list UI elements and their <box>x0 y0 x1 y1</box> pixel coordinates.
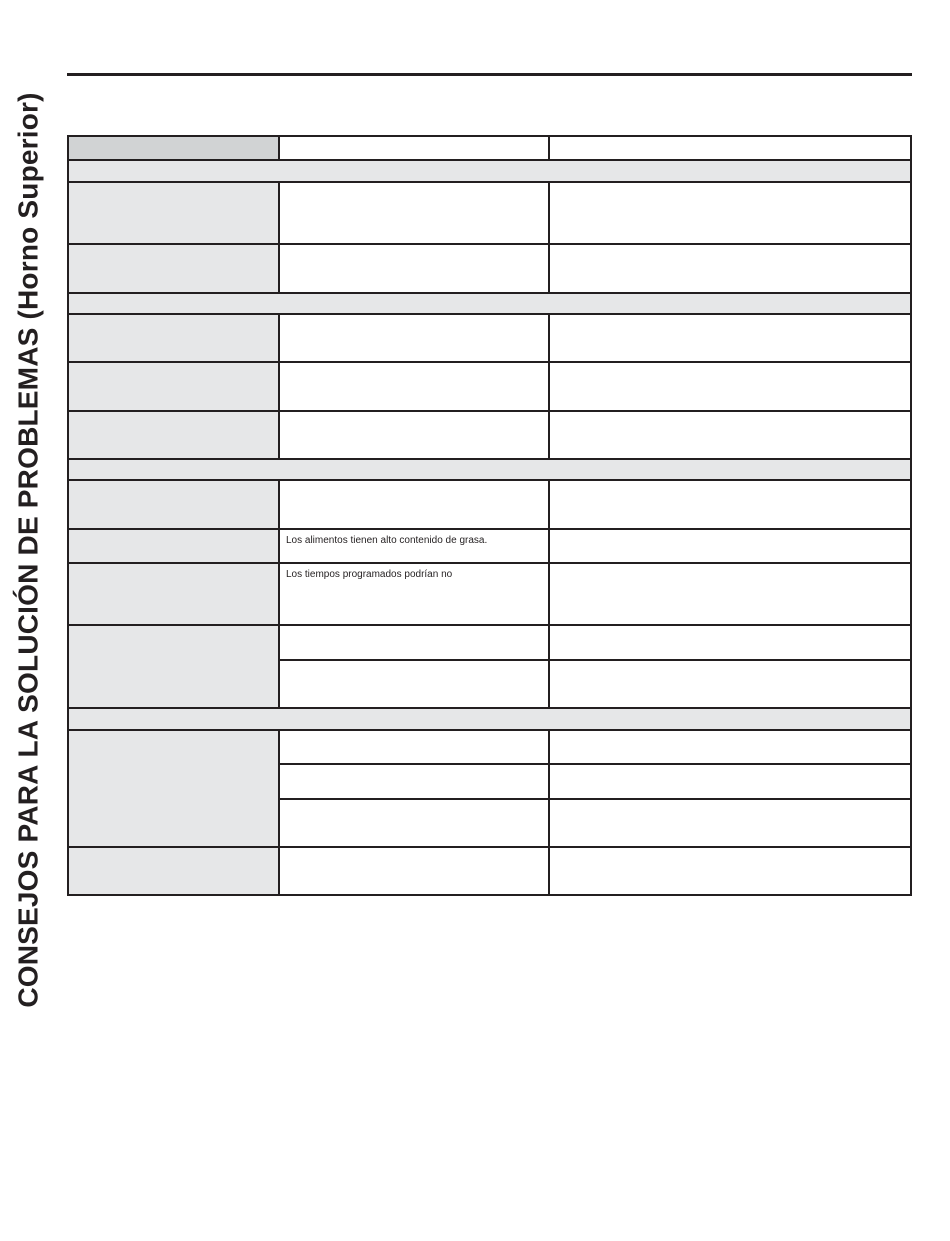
solution-cell <box>550 731 912 765</box>
problem-cell <box>69 245 280 294</box>
side-title-text: CONSEJOS PARA LA SOLUCIÓN DE PROBLEMAS (Horno Superior) <box>12 92 44 1008</box>
header-problem-cell <box>69 137 280 161</box>
cause-cell <box>280 245 550 294</box>
problem-cell <box>69 530 280 564</box>
cause-cell <box>280 800 550 848</box>
cause-cell <box>280 363 550 412</box>
problem-cell <box>69 412 280 460</box>
section-row <box>69 294 912 315</box>
solution-cell <box>550 626 912 661</box>
cause-cell <box>280 731 550 765</box>
solution-cell <box>550 564 912 626</box>
solution-cell <box>550 315 912 363</box>
solution-cell <box>550 363 912 412</box>
cause-cell-high-fat <box>280 530 550 564</box>
problem-cell <box>69 481 280 530</box>
solution-cell <box>550 530 912 564</box>
solution-cell <box>550 848 912 896</box>
section-row <box>69 460 912 481</box>
cause-cell <box>280 626 550 661</box>
cause-cell <box>280 661 550 709</box>
header-cause-cell <box>280 137 550 161</box>
solution-cell <box>550 765 912 800</box>
solution-cell <box>550 661 912 709</box>
solution-cell <box>550 245 912 294</box>
cause-cell <box>280 183 550 245</box>
cause-cell <box>280 765 550 800</box>
solution-cell <box>550 183 912 245</box>
problem-cell <box>69 183 280 245</box>
cause-cell <box>280 412 550 460</box>
top-rule <box>67 73 912 76</box>
section-row <box>69 161 912 183</box>
cause-cell <box>280 848 550 896</box>
problem-cell <box>69 626 280 709</box>
side-title <box>12 0 45 1100</box>
solution-cell <box>550 800 912 848</box>
cause-text: Los tiempos programados podrían no <box>286 569 453 580</box>
problem-cell <box>69 731 280 848</box>
cause-cell-programmed-times <box>280 564 550 626</box>
solution-cell <box>550 412 912 460</box>
cause-text: Los alimentos tienen alto contenido de grasa. <box>286 535 488 546</box>
problem-cell <box>69 363 280 412</box>
section-row <box>69 709 912 731</box>
solution-cell <box>550 481 912 530</box>
problem-cell <box>69 564 280 626</box>
cause-cell <box>280 481 550 530</box>
cause-cell <box>280 315 550 363</box>
header-solution-cell <box>550 137 912 161</box>
problem-cell <box>69 848 280 896</box>
problem-cell <box>69 315 280 363</box>
troubleshooting-table <box>67 135 912 896</box>
